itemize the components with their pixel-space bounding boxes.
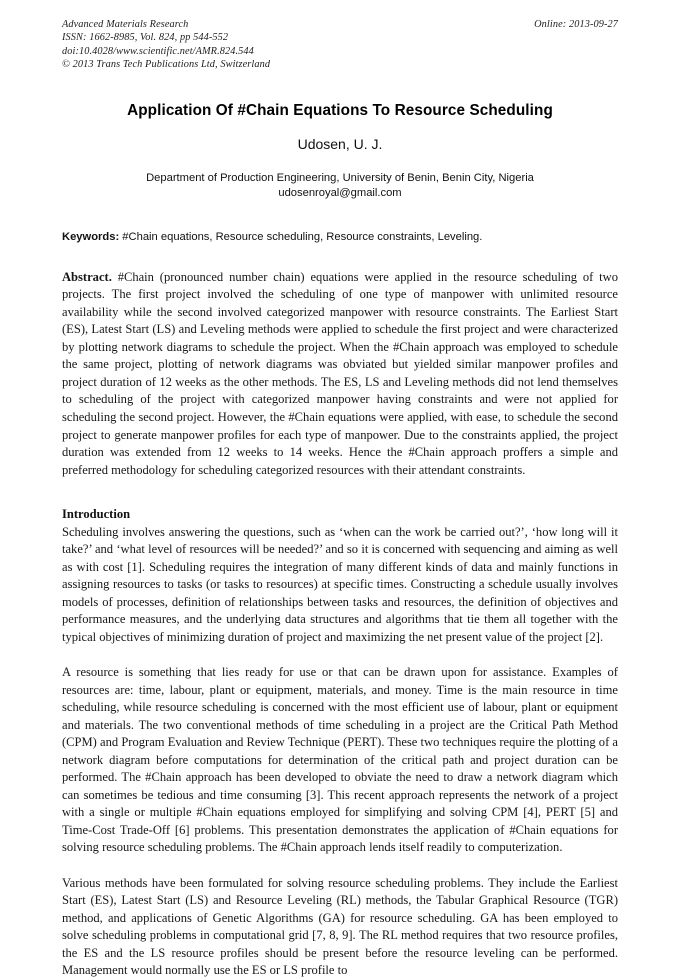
author-email[interactable]: udosenroyal@gmail.com [278,187,402,200]
intro-paragraph-2: A resource is something that lies ready for use or that can be drawn upon for assistance. Examples of resources are: time, labour, plant or equipment, materials, and money. Time is the main resource in time scheduling, while resource scheduling is concerned with the most efficient use of labour, plant or equipment and materials. The two conventional methods of time scheduling in a project are the Critical Path Method (CPM) and Program Evaluation and Review Technique (PERT). These two techniques require the plotting of a network diagram before computations for determination of the critical path and project duration can be performed. The #Chain approach has been developed to obviate the need to draw a network diagram which can sometimes be tedious and time consuming [3]. This recent approach represents the network of a project with a single or multiple #Chain equations employed for simplifying and solving CPM [4], PERT [5] and Time-Cost Trade-Off [6] problems. This presentation demonstrates the application of #Chain equations for solving resource scheduling problems. The #Chain approach lends itself readily to computerization. [62,665,618,855]
journal-name: Advanced Materials Research [62,19,189,30]
keywords-line [62,230,618,245]
page-title: Application Of #Chain Equations To Resource Scheduling [127,101,553,119]
journal-copyright: © 2013 Trans Tech Publications Ltd, Switzerland [62,59,271,71]
abstract-text: #Chain (pronounced number chain) equations were applied in the resource scheduling of two projects. The first project involved the scheduling of one type of manpower with unlimited resource availability while the second involved categorized manpower with resource constraints. The Earliest Start (ES), Latest Start (LS) and Leveling methods were applied to schedule the first project and were characterized by plotting network diagrams to schedule the project. When the #Chain approach was employed to schedule the same project, plotting of network diagrams was obviated but yielded similar manpower profiles and project duration of 12 weeks as the other methods. The ES, LS and Leveling methods did not lend themselves to scheduling of the project with categorized manpower having constraints and were not applied for scheduling the second project. However, the #Chain equations were applied, with ease, to schedule the second project to generate manpower profiles for each type of manpower. Due to the constraints applied, the project duration was extended from 12 weeks to 14 weeks. Hence the #Chain approach proffers a simple and preferred methodology for scheduling categorized resources with their attendant constraints. [62,269,618,477]
abstract-label: Abstract. [62,269,112,284]
author-affiliation: Department of Production Engineering, University of Benin, Benin City, Nigeria [146,171,534,184]
intro-paragraph-3: Various methods have been formulated for solving resource scheduling problems. They include the Earliest Start (ES), Latest Start (LS) and Resource Leveling (RL) methods, the Tabular Graphical Resource (TGR) method, and applications of Genetic Algorithms (GA) for resource scheduling. GA has been employed to solve scheduling problems in computational grid [7, 8, 9]. The RL method requires that two resource profiles, the ES and the LS resource profiles should be present before the resource leveling can be performed. Management would normally use the ES or LS profile to [62,875,618,978]
abstract-paragraph [62,269,618,480]
section-heading-introduction: Introduction [62,507,131,522]
journal-issn-volume: ISSN: 1662-8985, Vol. 824, pp 544-552 [62,32,229,44]
keywords-label: Keywords: [62,230,120,243]
journal-doi: doi:10.4028/www.scientific.net/AMR.824.544 [62,45,254,57]
author-name: Udosen, U. J. [297,135,383,152]
keywords-text: #Chain equations, Resource scheduling, Resource constraints, Leveling. [119,230,483,243]
journal-header [62,18,618,72]
online-date: Online: 2013-09-27 [534,19,618,30]
intro-paragraph-1: Scheduling involves answering the questions, such as ‘when can the work be carried out?’, ‘how long will it take?’ and ‘what level of resources will be needed?’ and so it is concerned with sequencing and aiming as well as with cost [1]. Scheduling requires the integration of many different kinds of data and mainly functions in assigning resources to tasks (or tasks to resources) at specific times. Constructing a schedule usually involves models of processes, definition of relationships between tasks and resources, the definition of objectives and performance measures, and the underlying data structures and algorithms that tie them all together with the typical objectives of minimizing duration of project and maximizing the net present value of the project [2]. [62,524,618,644]
title-block [62,101,618,202]
